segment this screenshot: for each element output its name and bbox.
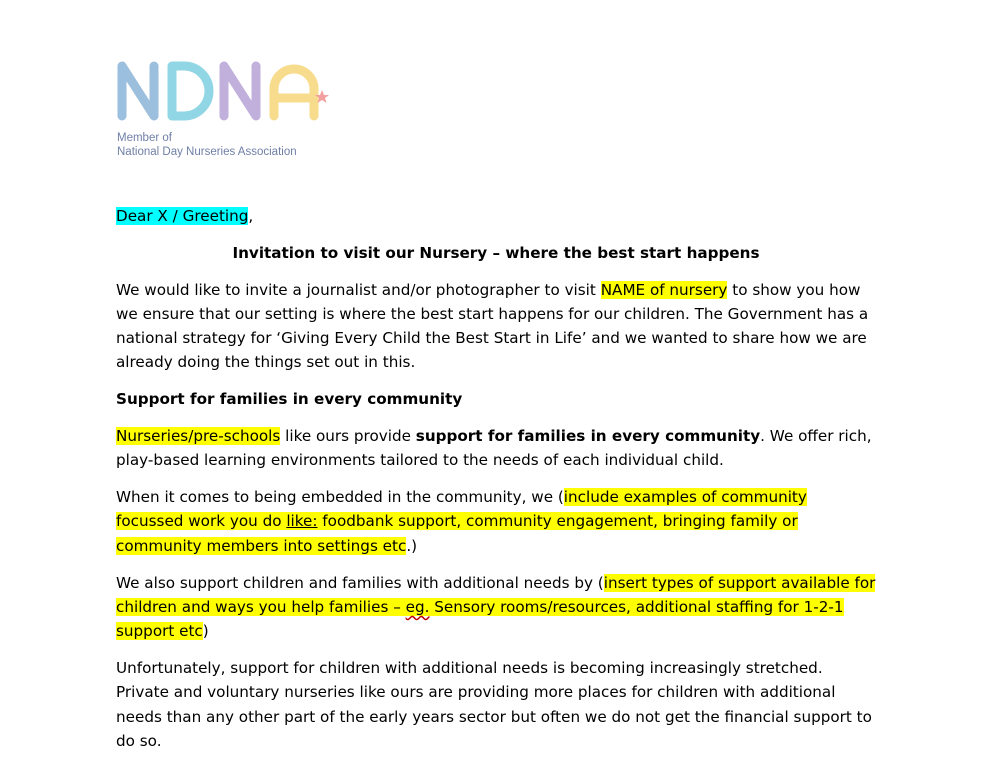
spelling-flagged-word[interactable]: eg. — [405, 597, 430, 616]
greeting-placeholder[interactable]: Dear X / Greeting — [116, 207, 249, 225]
p4-hl-text-2: Sensory rooms/resources, additional staffing for 1-2-1 support etc — [116, 597, 844, 641]
logo-association-name: National Day Nurseries Association — [117, 146, 297, 158]
p4-text-b: ) — [202, 622, 209, 641]
paragraph-community — [116, 485, 876, 558]
greeting-line — [116, 204, 876, 228]
p4-hl-text-1: insert types of support available for children and ways you help families – — [116, 573, 876, 616]
p3-text-b: .) — [406, 536, 418, 555]
greeting-punct: , — [248, 207, 254, 225]
logo-member-of: Member of — [117, 132, 172, 144]
section-heading: Support for families in every community — [116, 390, 463, 409]
paragraph-funding: Unfortunately, support for children with additional needs is becoming increasingly stretched. Private and voluntary nurseries like ours are providing more places for children with additional needs than any other part of the early years sector but often we do not get the financial support to do so. — [116, 658, 872, 750]
p4-text-a: We also support children and families with additional needs by ( — [116, 573, 604, 592]
p3-hl-underlined: like: — [286, 512, 318, 531]
p3-hl-text-1: include examples of community focussed work you do — [116, 488, 807, 531]
paragraph-additional-needs — [116, 571, 876, 644]
nursery-name-placeholder[interactable]: NAME of nursery — [600, 280, 728, 299]
p2-bold-text: support for families in every community — [415, 427, 761, 446]
p2-text-a: like ours provide — [280, 427, 416, 446]
p2-text-b: . We offer rich, play-based learning environments tailored to the needs of each individual child. — [116, 427, 872, 470]
paragraph-intro — [116, 278, 876, 375]
letter-title: Invitation to visit our Nursery – where the best start happens — [232, 243, 760, 262]
p3-text-a: When it comes to being embedded in the community, we ( — [116, 488, 564, 507]
p1-text-b: to show you how we ensure that our setting is where the best start happens for our children. The Government has a national strategy for ‘Giving Every Child the Best Start in Life’ and we wanted to share how we are already doing the things set out in this. — [116, 280, 869, 372]
letter-body — [116, 204, 876, 766]
p3-hl-text-2: foodbank support, community engagement, bringing family or community members into settings etc — [116, 512, 798, 555]
nursery-type-placeholder[interactable]: Nurseries/pre-schools — [116, 427, 281, 446]
p1-text-a: We would like to invite a journalist and/or photographer to visit — [116, 280, 601, 299]
paragraph-support — [116, 424, 876, 473]
